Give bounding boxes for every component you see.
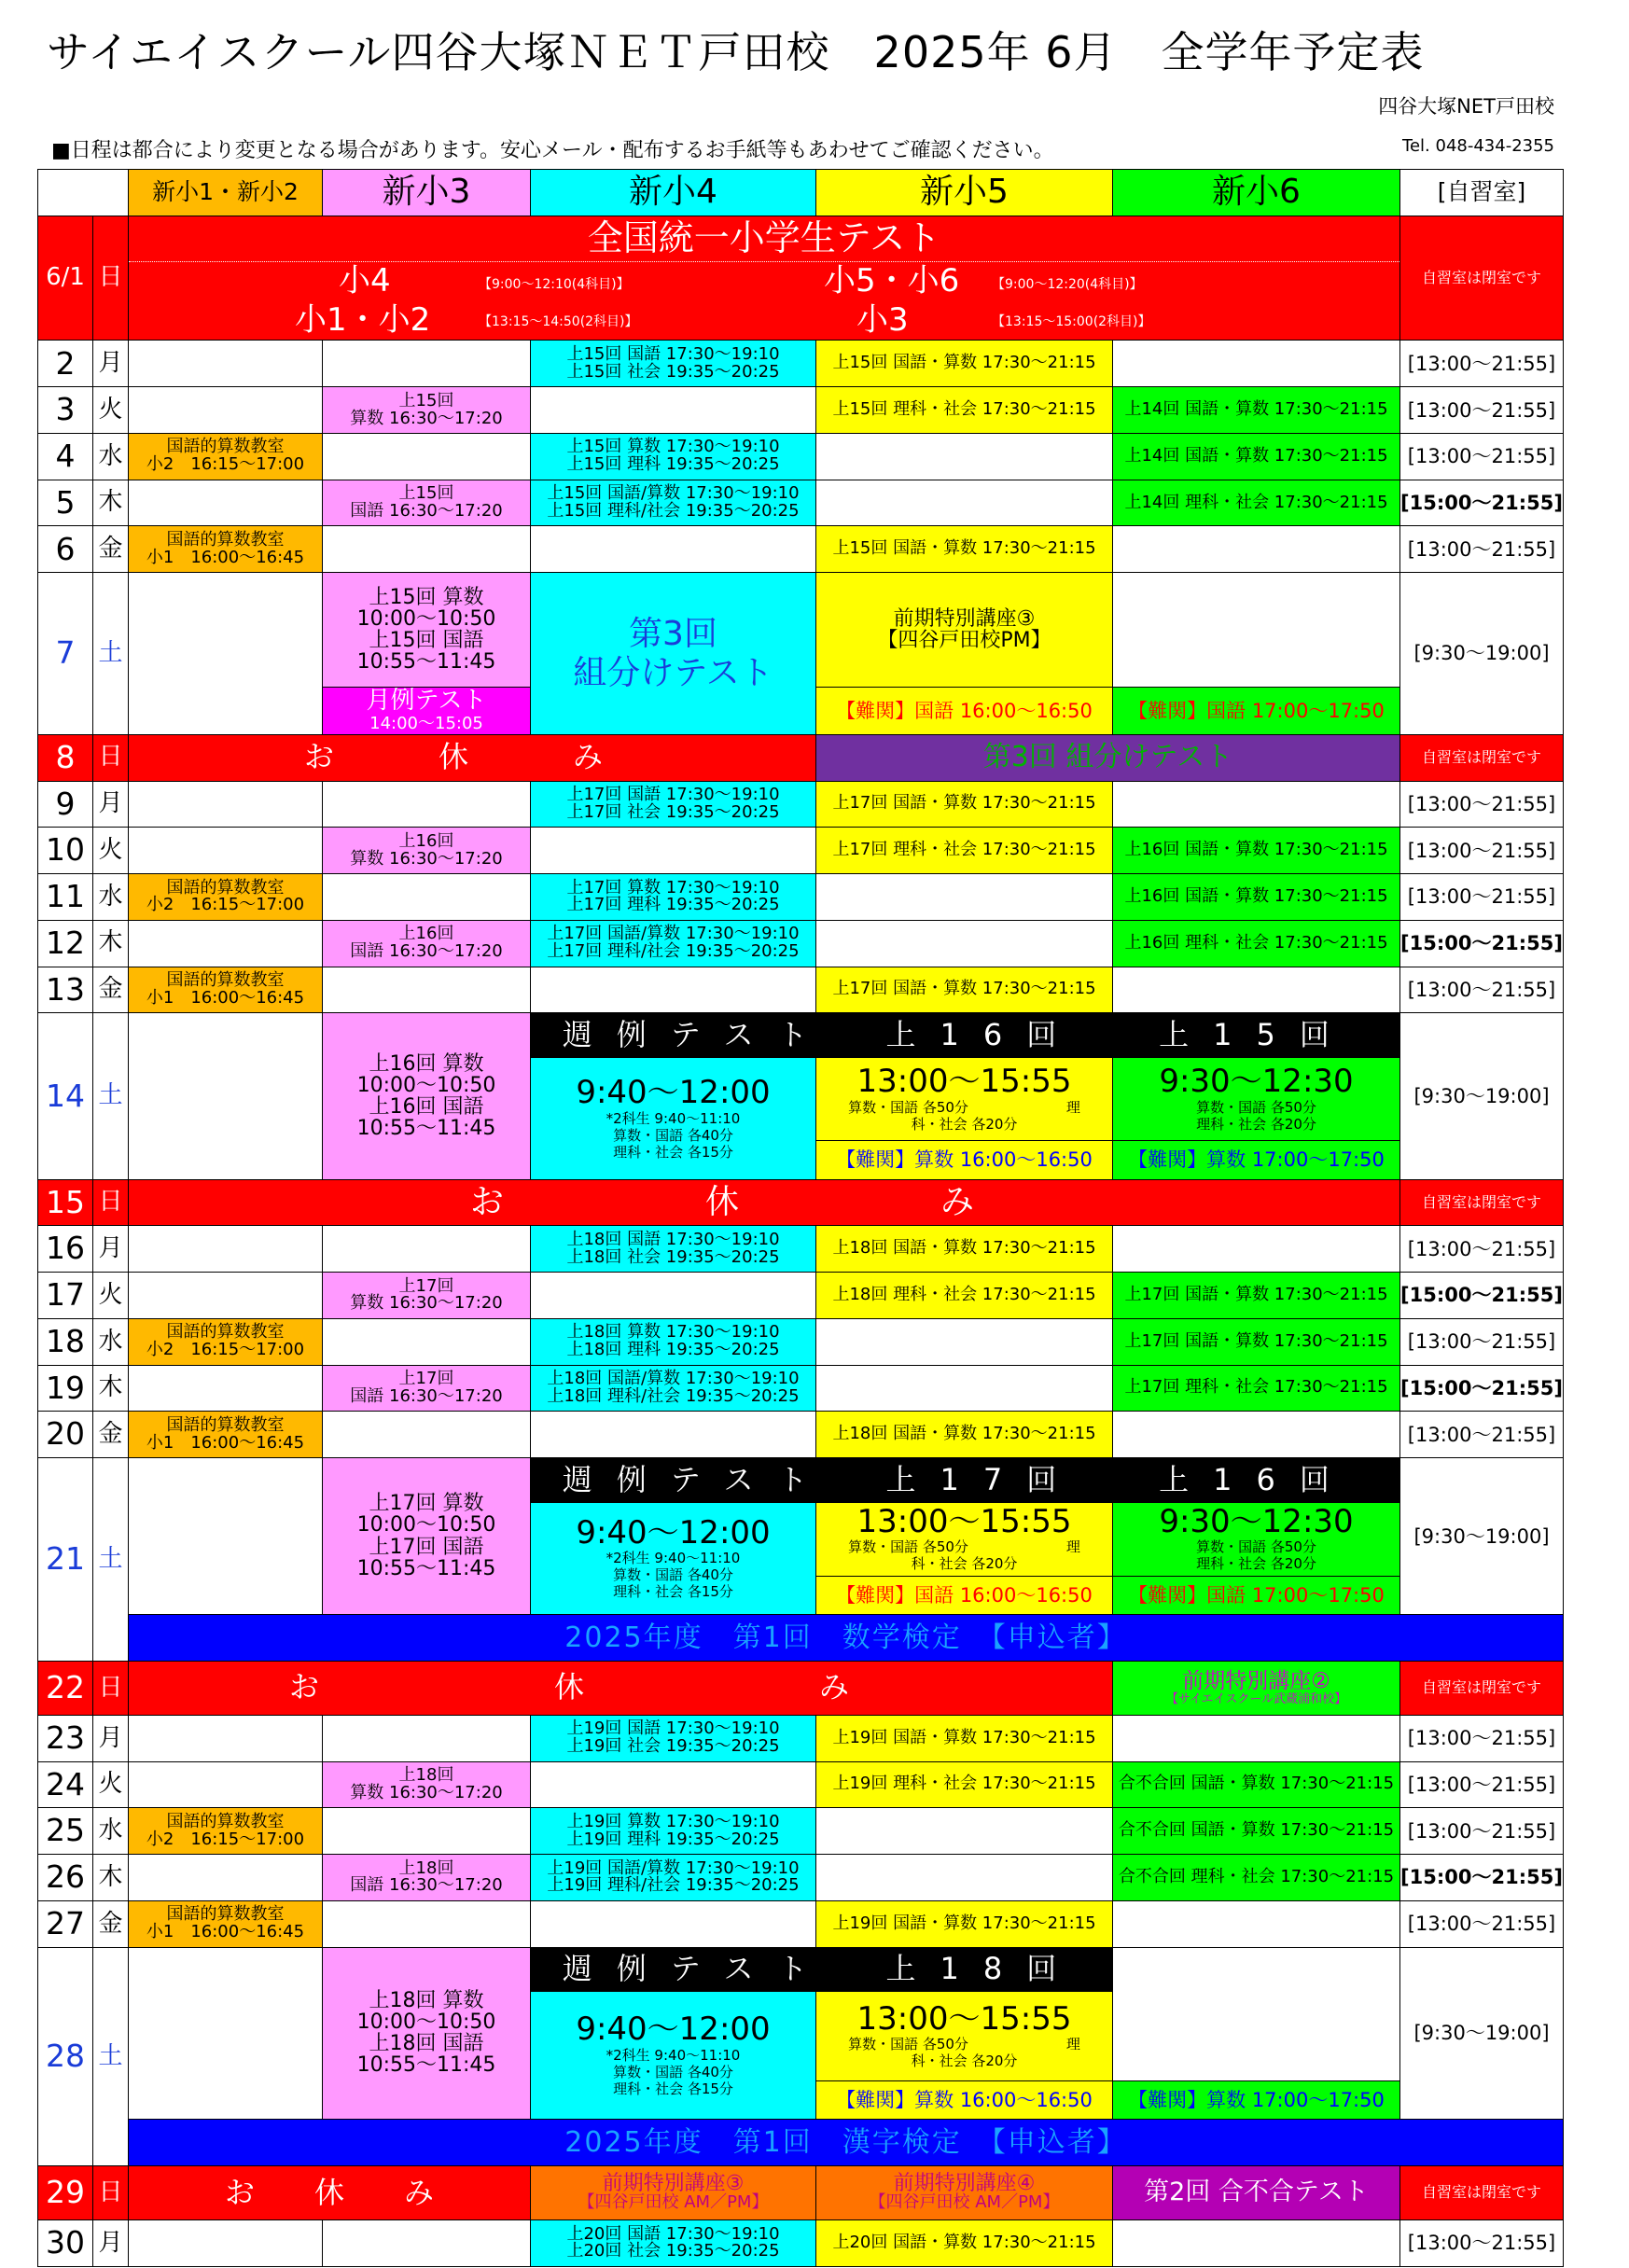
g4-lesson: 上17回 国語 17:30～19:10 上17回 社会 19:35～20:25 [531,781,816,828]
jishu-hours: [15:00～21:55] [1400,1273,1564,1319]
jishu-hours: [13:00～21:55] [1400,1715,1564,1761]
jishu-hours: [13:00～21:55] [1400,781,1564,828]
g5-advanced: 【難関】国語 16:00～16:50 [816,687,1113,734]
weekday: 月 [93,1226,129,1273]
national-test-title: 全国統一小学生テスト [129,220,1399,262]
day-row-25 [38,1808,1564,1855]
national-test-cell [129,216,1400,341]
day-number: 10 [38,828,93,874]
day-row-18 [38,1318,1564,1365]
g5-lesson: 上17回 国語・算数 17:30～21:15 [816,781,1113,828]
weekday: 月 [93,2219,129,2266]
g3-lesson: 上18回 国語 16:30～17:20 [323,1855,531,1901]
schedule-table [37,169,1563,2267]
g3-lesson: 上16回 国語 16:30～17:20 [323,920,531,967]
day-row-10 [38,828,1564,874]
jishu-hours: [15:00～21:55] [1400,480,1564,526]
g4-lesson: 上18回 国語 17:30～19:10 上18回 社会 19:35～20:25 [531,1226,816,1273]
day-row-20 [38,1412,1564,1458]
weekday: 木 [93,480,129,526]
jishu-hours: [13:00～21:55] [1400,1318,1564,1365]
jishu-hours: [13:00～21:55] [1400,433,1564,480]
weekly-test-header-g6: 上15回 [1113,1013,1400,1058]
weekday: 木 [93,1365,129,1412]
g4-weekly-test: 9:40～12:00 *2科生 9:40～11:10 算数・国語 各40分 理科・社会 各15分 [531,1992,816,2120]
day-row-22 [38,1661,1564,1715]
weekday: 日 [93,2165,129,2219]
day-row-26 [38,1855,1564,1901]
weekly-test-header-g6: 上16回 [1113,1458,1400,1503]
day-number: 5 [38,480,93,526]
g6-lesson: 上17回 国語・算数 17:30～21:15 [1113,1318,1400,1365]
day-row-23 [38,1715,1564,1761]
day-number: 14 [38,1013,93,1179]
day-number: 15 [38,1179,93,1226]
g6-lesson: 上14回 国語・算数 17:30～21:15 [1113,387,1400,434]
day-number: 12 [38,920,93,967]
notice-text: ■日程は都合により変更となる場合があります。安心メール・配布するお手紙等もあわせてご確認ください。 [51,139,1054,162]
day-number: 19 [38,1365,93,1412]
s12-label: 小1・小2 [295,301,431,340]
jishu-hours: [13:00～21:55] [1400,1900,1564,1947]
g4-weekly-test: 9:40～12:00 *2科生 9:40～11:10 算数・国語 各40分 理科・社会 各15分 [531,1057,816,1179]
g4-lesson: 上17回 算数 17:30～19:10 上17回 理科 19:35～20:25 [531,874,816,921]
jishu-hours: [13:00～21:55] [1400,341,1564,387]
g4-lesson: 上17回 国語/算数 17:30～19:10 上17回 理科/社会 19:35～20:25 [531,920,816,967]
s3-label: 小3 [856,301,909,340]
s56-label: 小5・小6 [824,262,960,300]
g5-lesson: 上19回 理科・社会 17:30～21:15 [816,1761,1113,1808]
jishu-hours: [15:00～21:55] [1400,920,1564,967]
g5-lesson: 上15回 理科・社会 17:30～21:15 [816,387,1113,434]
g12-lesson: 国語的算数教室 小2 16:15～17:00 [129,874,323,921]
g6-advanced: 【難関】算数 17:00～17:50 [1113,2080,1400,2119]
jishu-hours: [9:30～19:00] [1400,1458,1564,1615]
g6-lesson: 上17回 理科・社会 17:30～21:15 [1113,1365,1400,1412]
g5-lesson: 上19回 国語・算数 17:30～21:15 [816,1900,1113,1947]
day-row-28d [38,2120,1564,2166]
weekday: 日 [93,1661,129,1715]
s4-label: 小4 [339,262,391,300]
g4-lesson: 上15回 国語 17:30～19:10 上15回 社会 19:35～20:25 [531,341,816,387]
g5-advanced: 【難関】算数 16:00～16:50 [816,1141,1113,1179]
day-row-13 [38,967,1564,1013]
day-row-17 [38,1273,1564,1319]
jishu-hours: [13:00～21:55] [1400,1761,1564,1808]
page-title: サイエイスクール四谷大塚ＮＥＴ戸田校 2025年 6月 全学年予定表 [47,27,1425,77]
g4-lesson: 上18回 国語/算数 17:30～19:10 上18回 理科/社会 19:35～20:25 [531,1365,816,1412]
weekday: 土 [93,1947,129,2165]
g5-lesson: 上19回 国語・算数 17:30～21:15 [816,1715,1113,1761]
g6-goufugo-test: 第2回 合不合テスト [1113,2165,1400,2219]
day-number: 2 [38,341,93,387]
g4-weekly-test: 9:40～12:00 *2科生 9:40～11:10 算数・国語 各40分 理科・社会 各15分 [531,1502,816,1614]
weekday: 土 [93,1458,129,1662]
s12-time: 【13:15～14:50(2科目)】 [479,314,638,330]
weekday: 木 [93,920,129,967]
day-row-29 [38,2165,1564,2219]
weekday: 月 [93,341,129,387]
math-kentei-banner: 2025年度 第1回 数学検定 【申込者】 [129,1614,1564,1661]
g12-lesson: 国語的算数教室 小1 16:00～16:45 [129,526,323,573]
g3-lesson: 上18回 算数 10:00～10:50 上18回 国語 10:55～11:45 [323,1947,531,2120]
jishu-hours: [13:00～21:55] [1400,967,1564,1013]
holiday-banner: お 休 み [129,734,816,781]
g5-lesson: 上18回 国語・算数 17:30～21:15 [816,1412,1113,1458]
day-number: 8 [38,734,93,781]
day-number: 13 [38,967,93,1013]
g5-lesson: 上18回 国語・算数 17:30～21:15 [816,1226,1113,1273]
day-number: 11 [38,874,93,921]
day-number: 17 [38,1273,93,1319]
g6-special-course: 前期特別講座② 【サイエイスクール武蔵浦和校】 [1113,1661,1400,1715]
day-row-14 [38,1013,1564,1058]
col-header-g12: 新小1・新小2 [129,170,323,216]
day-row-24 [38,1761,1564,1808]
day-number: 29 [38,2165,93,2219]
g6-advanced: 【難関】国語 17:00～17:50 [1113,1576,1400,1614]
weekday: 火 [93,828,129,874]
holiday-banner: お 休 み [129,2165,531,2219]
g5-lesson: 上15回 国語・算数 17:30～21:15 [816,341,1113,387]
weekday: 水 [93,433,129,480]
weekday: 水 [93,874,129,921]
g6-advanced: 【難関】国語 17:00～17:50 [1113,687,1400,734]
day-number: 7 [38,573,93,735]
g5-weekly-test: 13:00～15:55 算数・国語 各50分 理 科・社会 各20分 [816,1502,1113,1576]
jishu-hours: [13:00～21:55] [1400,828,1564,874]
weekday: 金 [93,1900,129,1947]
g6-lesson: 上16回 国語・算数 17:30～21:15 [1113,874,1400,921]
kanji-kentei-banner: 2025年度 第1回 漢字検定 【申込者】 [129,2120,1564,2166]
jishu-hours: [9:30～19:00] [1400,573,1564,735]
day-number: 24 [38,1761,93,1808]
day-number: 22 [38,1661,93,1715]
day-row-8 [38,734,1564,781]
g3-monthly-test: 月例テスト 14:00～15:05 [323,687,531,734]
jishu-hours: [9:30～19:00] [1400,1947,1564,2120]
g5-weekly-test: 13:00～15:55 算数・国語 各50分 理 科・社会 各20分 [816,1057,1113,1140]
day-row-15 [38,1179,1564,1226]
g4-special-course: 前期特別講座③ 【四谷戸田校 AM／PM】 [531,2165,816,2219]
g4-lesson: 上19回 国語/算数 17:30～19:10 上19回 理科/社会 19:35～20:25 [531,1855,816,1901]
day-row-5 [38,480,1564,526]
col-header-g3: 新小3 [323,170,531,216]
g3-lesson: 上17回 算数 16:30～17:20 [323,1273,531,1319]
g5-lesson: 上15回 国語・算数 17:30～21:15 [816,526,1113,573]
g6-lesson: 合不合回 理科・社会 17:30～21:15 [1113,1855,1400,1901]
jishu-hours: [13:00～21:55] [1400,1808,1564,1855]
tel-number: Tel. 048-434-2355 [1402,136,1554,156]
g12-lesson: 国語的算数教室 小2 16:15～17:00 [129,433,323,480]
weekday: 日 [93,734,129,781]
weekday: 日 [93,216,129,341]
day-number: 30 [38,2219,93,2266]
weekly-test-header: 週例テスト 上18回 [531,1947,1113,1992]
col-header-g6: 新小6 [1113,170,1400,216]
g5-special-course: 前期特別講座③ 【四谷戸田校PM】 [816,573,1113,687]
day-number: 18 [38,1318,93,1365]
g56-group-test: 第3回 組分けテスト [816,734,1400,781]
day-row-27 [38,1900,1564,1947]
g3-lesson: 上16回 算数 16:30～17:20 [323,828,531,874]
g12-lesson: 国語的算数教室 小1 16:00～16:45 [129,967,323,1013]
day-number: 20 [38,1412,93,1458]
day-row-21d [38,1614,1564,1661]
day-row-6 [38,526,1564,573]
g6-lesson: 上14回 理科・社会 17:30～21:15 [1113,480,1400,526]
g4-lesson: 上15回 算数 17:30～19:10 上15回 理科 19:35～20:25 [531,433,816,480]
weekday: 火 [93,387,129,434]
col-header-g4: 新小4 [531,170,816,216]
day-row-2 [38,341,1564,387]
day-number: 16 [38,1226,93,1273]
weekday: 日 [93,1179,129,1226]
holiday-banner: お 休 み [129,1179,1400,1226]
g3-lesson: 上15回 国語 16:30～17:20 [323,480,531,526]
day-number: 26 [38,1855,93,1901]
day-row-11 [38,874,1564,921]
g3-lesson: 上15回 算数 10:00～10:50 上15回 国語 10:55～11:45 [323,573,531,687]
weekday: 木 [93,1855,129,1901]
day-number: 23 [38,1715,93,1761]
s3-time: 【13:15～15:00(2科目)】 [992,314,1151,330]
day-row-30 [38,2219,1564,2266]
day-number: 6 [38,526,93,573]
g5-weekly-test: 13:00～15:55 算数・国語 各50分 理 科・社会 各20分 [816,1992,1113,2080]
weekday: 火 [93,1273,129,1319]
day-row-4 [38,433,1564,480]
g5-lesson: 上17回 理科・社会 17:30～21:15 [816,828,1113,874]
g6-weekly-test: 9:30～12:30 算数・国語 各50分 理科・社会 各20分 [1113,1502,1400,1576]
g3-lesson: 上18回 算数 16:30～17:20 [323,1761,531,1808]
weekly-test-header: 週例テスト 上16回 [531,1013,1113,1058]
jishu-closed: 自習室は閉室です [1400,216,1564,341]
jishu-hours: [13:00～21:55] [1400,2219,1564,2266]
g3-lesson: 上17回 算数 10:00～10:50 上17回 国語 10:55～11:45 [323,1458,531,1615]
jishu-closed: 自習室は閉室です [1400,1661,1564,1715]
weekday: 土 [93,1013,129,1179]
g4-lesson: 上20回 国語 17:30～19:10 上20回 社会 19:35～20:25 [531,2219,816,2266]
jishu-hours: [13:00～21:55] [1400,526,1564,573]
day-row-1 [38,216,1564,341]
g12-lesson: 国語的算数教室 小1 16:00～16:45 [129,1900,323,1947]
g4-lesson: 上19回 算数 17:30～19:10 上19回 理科 19:35～20:25 [531,1808,816,1855]
col-header-jishu: [自習室] [1400,170,1564,216]
g6-advanced: 【難関】算数 17:00～17:50 [1113,1141,1400,1179]
jishu-hours: [15:00～21:55] [1400,1365,1564,1412]
col-header-g5: 新小5 [816,170,1113,216]
s56-time: 【9:00～12:20(4科目)】 [992,277,1143,293]
g6-lesson: 合不合回 国語・算数 17:30～21:15 [1113,1761,1400,1808]
day-row-3 [38,387,1564,434]
holiday-banner: お 休 み [129,1661,1113,1715]
day-row-12 [38,920,1564,967]
weekday: 水 [93,1808,129,1855]
s4-time: 【9:00～12:10(4科目)】 [479,277,630,293]
day-number: 3 [38,387,93,434]
jishu-hours: [15:00～21:55] [1400,1855,1564,1901]
weekday: 火 [93,1761,129,1808]
day-number: 27 [38,1900,93,1947]
g6-lesson: 上16回 国語・算数 17:30～21:15 [1113,828,1400,874]
day-number: 28 [38,1947,93,2165]
g4-lesson: 上18回 算数 17:30～19:10 上18回 理科 19:35～20:25 [531,1318,816,1365]
weekday: 月 [93,1715,129,1761]
weekday: 金 [93,526,129,573]
day-number: 21 [38,1458,93,1662]
g6-lesson: 合不合回 国語・算数 17:30～21:15 [1113,1808,1400,1855]
day-row-19 [38,1365,1564,1412]
day-number: 4 [38,433,93,480]
day-number: 6/1 [38,216,93,341]
g6-lesson: 上16回 理科・社会 17:30～21:15 [1113,920,1400,967]
g4-group-test: 第3回 組分けテスト [531,573,816,735]
day-row-7 [38,573,1564,687]
day-number: 9 [38,781,93,828]
weekday: 月 [93,781,129,828]
jishu-hours: [13:00～21:55] [1400,387,1564,434]
g12-lesson: 国語的算数教室 小2 16:15～17:00 [129,1318,323,1365]
g3-lesson: 上15回 算数 16:30～17:20 [323,387,531,434]
jishu-closed: 自習室は閉室です [1400,1179,1564,1226]
jishu-hours: [13:00～21:55] [1400,874,1564,921]
day-row-16 [38,1226,1564,1273]
g5-special-course: 前期特別講座④ 【四谷戸田校 AM／PM】 [816,2165,1113,2219]
day-number: 25 [38,1808,93,1855]
day-row-21 [38,1458,1564,1503]
g12-lesson: 国語的算数教室 小1 16:00～16:45 [129,1412,323,1458]
jishu-hours: [13:00～21:55] [1400,1412,1564,1458]
g5-lesson: 上18回 理科・社会 17:30～21:15 [816,1273,1113,1319]
jishu-closed: 自習室は閉室です [1400,734,1564,781]
g3-lesson: 上16回 算数 10:00～10:50 上16回 国語 10:55～11:45 [323,1013,531,1179]
g5-advanced: 【難関】国語 16:00～16:50 [816,1576,1113,1614]
g3-lesson: 上17回 国語 16:30～17:20 [323,1365,531,1412]
weekday: 金 [93,967,129,1013]
g5-lesson: 上17回 国語・算数 17:30～21:15 [816,967,1113,1013]
day-row-9 [38,781,1564,828]
g6-lesson: 上14回 国語・算数 17:30～21:15 [1113,433,1400,480]
jishu-closed: 自習室は閉室です [1400,2165,1564,2219]
weekday: 金 [93,1412,129,1458]
weekly-test-header: 週例テスト 上17回 [531,1458,1113,1503]
weekday: 水 [93,1318,129,1365]
school-name: 四谷大塚NET戸田校 [1378,95,1554,118]
header-row [38,170,1564,216]
jishu-hours: [13:00～21:55] [1400,1226,1564,1273]
g6-weekly-test: 9:30～12:30 算数・国語 各50分 理科・社会 各20分 [1113,1057,1400,1140]
weekday: 土 [93,573,129,735]
jishu-hours: [9:30～19:00] [1400,1013,1564,1179]
g12-lesson: 国語的算数教室 小2 16:15～17:00 [129,1808,323,1855]
g6-lesson: 上17回 国語・算数 17:30～21:15 [1113,1273,1400,1319]
g4-lesson: 上19回 国語 17:30～19:10 上19回 社会 19:35～20:25 [531,1715,816,1761]
g4-lesson: 上15回 国語/算数 17:30～19:10 上15回 理科/社会 19:35～20:25 [531,480,816,526]
g5-lesson: 上20回 国語・算数 17:30～21:15 [816,2219,1113,2266]
day-row-28 [38,1947,1564,1992]
g5-advanced: 【難関】算数 16:00～16:50 [816,2080,1113,2119]
